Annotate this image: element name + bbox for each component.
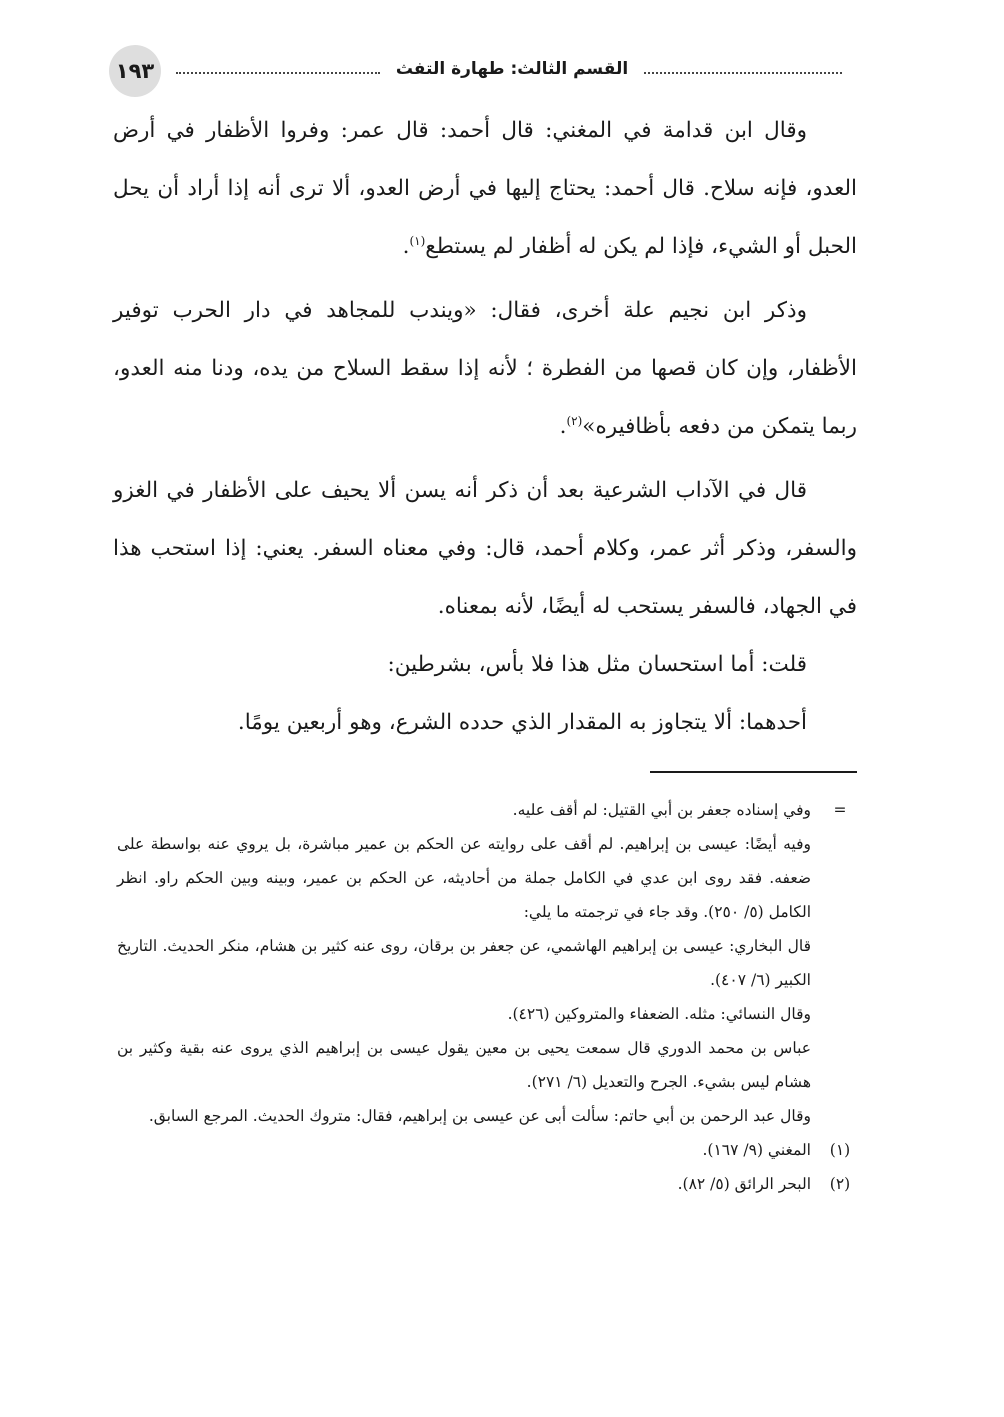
footnote-line: عباس بن محمد الدوري قال سمعت يحيى بن معين يقول عيسى بن إبراهيم الذي يروى عنه بقية وكثير بن هشام ليس بشيء. الجرح والتعديل (٦/ ٢٧١). — [117, 1039, 811, 1091]
footnote-ref-2[interactable]: (٢) — [566, 413, 583, 428]
footnote-2 — [117, 1167, 855, 1201]
footnotes — [117, 793, 855, 1201]
footnote-1 — [117, 1133, 855, 1167]
footnote-separator — [650, 771, 857, 773]
footnote-2-marker: (٢) — [829, 1175, 851, 1193]
paragraph-5: أحدهما: ألا يتجاوز به المقدار الذي حدده الشرع، وهو أربعين يومًا. — [237, 710, 807, 735]
footnote-continuation — [117, 793, 855, 1133]
paragraph-1-text: وقال ابن قدامة في المغني: قال أحمد: قال عمر: وفروا الأظفار في أرض العدو، فإنه سلاح. قال أحمد: يحتاج إليها في أرض العدو، ألا ترى أنه إذا أراد أن يحل الحبل أو الشيء، فإذا لم يكن له أظفار لم يستطع — [113, 118, 857, 259]
running-header-title: القسم الثالث: طهارة التفث — [395, 59, 629, 79]
footnote-line: وقال النسائي: مثله. الضعفاء والمتروكين (٤٢٦). — [507, 1005, 811, 1023]
footnote-line: وفيه أيضًا: عيسى بن إبراهيم. لم أقف على روايته عن الحكم بن عمير مباشرة، بل يروي عنه بواسطة على ضعفه. فقد روى ابن عدي في الكامل جملة من أحاديثه، عن الحكم بن عمير، وبينه وبين الحكم راو. انظر الكامل (٥/ ٢٥٠). وقد جاء في ترجمته ما يلي: — [117, 835, 811, 921]
paragraph-3: قال في الآداب الشرعية بعد أن ذكر أنه يسن ألا يحيف على الأظفار في الغزو والسفر، وذكر أثر عمر، وكلام أحمد، قال: وفي معناه السفر. يعني: إذا استحب هذا في الجهاد، فالسفر يستحب له أيضًا، لأنه بمعناه. — [113, 478, 857, 619]
paragraph-1: وقال ابن قدامة في المغني: قال أحمد: قال عمر: وفروا الأظفار في أرض العدو، فإنه سلاح. قال أحمد: يحتاج إليها في أرض العدو، ألا ترى أنه إذا أراد أن يحل الحبل أو الشيء، فإذا لم يكن له أظفار لم يستطع$^{(١)}$. — [113, 118, 857, 259]
header-dotted-leader-left — [176, 72, 380, 74]
paragraph-4: قلت: أما استحسان مثل هذا فلا بأس، بشرطين: — [387, 652, 807, 677]
footnote-1-text: المغني (٩/ ١٦٧). — [702, 1141, 811, 1159]
page-number: ١٩٣ — [109, 45, 161, 97]
paragraph-2: وذكر ابن نجيم علة أخرى، فقال: «ويندب للمجاهد في دار الحرب توفير الأظفار، وإن كان قصها من الفطرة ؛ لأنه إذا سقط السلاح من يده، ودنا منه العدو، ربما يتمكن من دفعه بأظافيره»$^{(٢)}$. — [113, 298, 857, 439]
paragraph-2-text: وذكر ابن نجيم علة أخرى، فقال: «ويندب للمجاهد في دار الحرب توفير الأظفار، وإن كان قصها من الفطرة ؛ لأنه إذا سقط السلاح من يده، ودنا منه العدو، ربما يتمكن من دفعه بأظافيره» — [113, 298, 857, 439]
footnote-1-marker: (١) — [829, 1141, 851, 1159]
footnote-line: وفي إسناده جعفر بن أبي القتيل: لم أقف عليه. — [512, 801, 811, 819]
header-dotted-leader-right — [644, 72, 842, 74]
footnote-line: قال البخاري: عيسى بن إبراهيم الهاشمي، عن جعفر بن برقان، روى عنه كثير بن هشام، منكر الحديث. التاريخ الكبير (٦/ ٤٠٧). — [117, 937, 811, 989]
main-text — [113, 102, 857, 752]
continuation-marker: = — [833, 801, 847, 819]
footnote-line: وقال عبد الرحمن بن أبي حاتم: سألت أبى عن عيسى بن إبراهيم، فقال: متروك الحديث. المرجع السابق. — [148, 1107, 811, 1125]
footnote-2-text: البحر الرائق (٥/ ٨٢). — [677, 1175, 811, 1193]
footnote-ref-1[interactable]: (١) — [409, 233, 426, 248]
